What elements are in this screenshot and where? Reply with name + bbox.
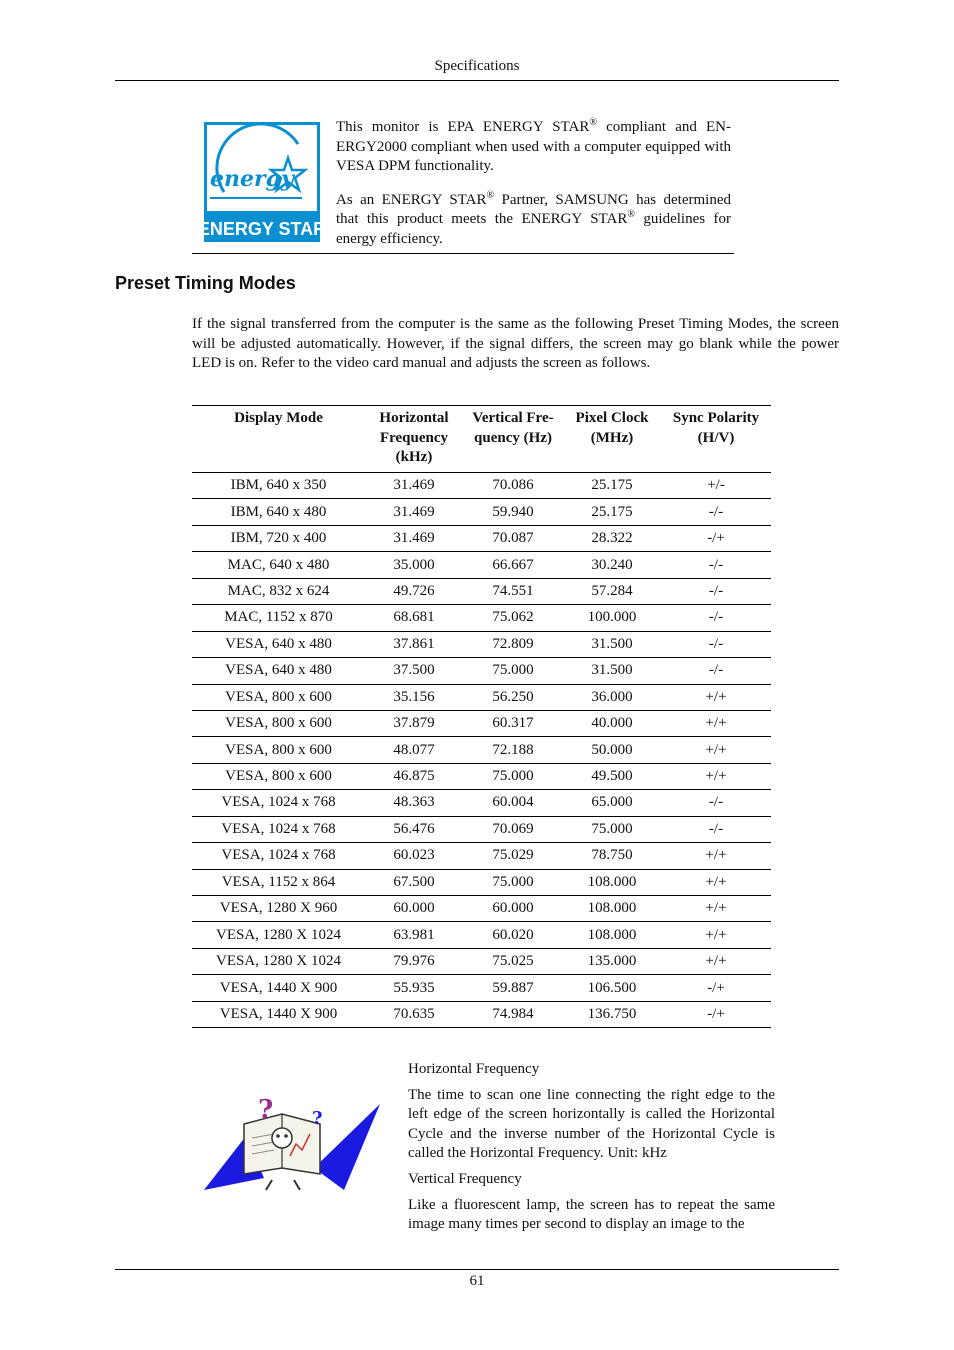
cell-vertical-frequency: 70.069 <box>492 820 534 837</box>
cell-horizontal-frequency: 48.077 <box>393 741 435 758</box>
cell-horizontal-frequency: 31.469 <box>393 530 435 547</box>
cell-pixel-clock: 49.500 <box>591 768 633 785</box>
cell-vertical-frequency: 60.000 <box>492 900 534 917</box>
cell-pixel-clock: 57.284 <box>591 582 633 599</box>
cell-vertical-frequency: 75.000 <box>492 873 534 890</box>
table-row <box>192 525 771 551</box>
cell-sync-polarity: +/+ <box>705 741 727 758</box>
cell-horizontal-frequency: 37.861 <box>393 635 435 652</box>
cell-horizontal-frequency: 67.500 <box>393 873 435 890</box>
cell-sync-polarity: +/+ <box>705 926 727 943</box>
cell-display-mode: VESA, 800 x 600 <box>225 715 332 732</box>
table-row <box>192 552 771 578</box>
cell-sync-polarity: +/+ <box>705 715 727 732</box>
cell-horizontal-frequency: 68.681 <box>393 609 435 626</box>
cell-horizontal-frequency: 31.469 <box>393 477 435 494</box>
cell-display-mode: IBM, 640 x 480 <box>230 503 327 520</box>
cell-display-mode: VESA, 1024 x 768 <box>221 794 336 811</box>
cell-sync-polarity: +/+ <box>705 688 727 705</box>
header-sync-polarity: Sync Polarity (H/V) <box>672 410 760 446</box>
table-row <box>192 605 771 631</box>
cell-sync-polarity: +/+ <box>705 953 727 970</box>
cell-pixel-clock: 31.500 <box>591 662 633 679</box>
cell-display-mode: VESA, 1280 X 1024 <box>215 953 341 970</box>
reading-manual-illustration <box>204 1098 380 1192</box>
cell-horizontal-frequency: 46.875 <box>393 768 435 785</box>
cell-pixel-clock: 108.000 <box>587 900 637 917</box>
cell-pixel-clock: 40.000 <box>591 715 633 732</box>
cell-sync-polarity: -/- <box>708 609 724 626</box>
table-row <box>192 710 771 736</box>
page-number: 61 <box>469 1273 485 1289</box>
table-row <box>192 948 771 974</box>
table-header-row <box>192 406 771 473</box>
cell-sync-polarity: -/- <box>708 503 724 520</box>
cell-vertical-frequency: 60.020 <box>492 926 534 943</box>
cell-sync-polarity: -/+ <box>707 979 725 996</box>
cell-vertical-frequency: 75.025 <box>492 953 534 970</box>
table-row <box>192 684 771 710</box>
frequency-definitions <box>408 1060 775 1242</box>
cell-vertical-frequency: 72.188 <box>492 741 534 758</box>
cell-sync-polarity: -/+ <box>707 530 725 547</box>
vertical-frequency-term: Vertical Frequency <box>408 1171 522 1188</box>
cell-pixel-clock: 65.000 <box>591 794 633 811</box>
cell-horizontal-frequency: 35.156 <box>393 688 435 705</box>
table-body <box>192 473 771 1028</box>
cell-pixel-clock: 30.240 <box>591 556 633 573</box>
cell-sync-polarity: +/+ <box>705 768 727 785</box>
cell-vertical-frequency: 75.029 <box>492 847 534 864</box>
cell-display-mode: VESA, 1280 X 960 <box>219 900 338 917</box>
cell-sync-polarity: -/- <box>708 582 724 599</box>
cell-sync-polarity: -/+ <box>707 1005 725 1022</box>
cell-pixel-clock: 28.322 <box>591 530 633 547</box>
cell-sync-polarity: -/- <box>708 556 724 573</box>
cell-vertical-frequency: 75.062 <box>492 609 534 626</box>
cell-pixel-clock: 106.500 <box>587 979 637 996</box>
svg-text:energy: energy <box>210 166 294 192</box>
cell-display-mode: IBM, 640 x 350 <box>230 477 327 494</box>
cell-pixel-clock: 135.000 <box>587 953 637 970</box>
table-row <box>192 922 771 948</box>
table-row <box>192 790 771 816</box>
intro-paragraph: If the signal transferred from the computer is the same as the following Preset Timing Modes, the screen will be adjusted automatically. However, if the signal differs, the screen may go blank while the power LED is on. Refer to the video card manual and adjusts the screen as follows. <box>192 316 839 371</box>
header-rule <box>115 80 839 81</box>
cell-vertical-frequency: 60.004 <box>492 794 534 811</box>
cell-vertical-frequency: 75.000 <box>492 768 534 785</box>
cell-sync-polarity: -/- <box>708 794 724 811</box>
horizontal-frequency-term: Horizontal Frequency <box>408 1061 540 1077</box>
svg-text:ENERGY STAR: ENERGY STAR <box>204 219 320 239</box>
cell-sync-polarity: -/- <box>708 635 724 652</box>
cell-vertical-frequency: 70.086 <box>492 477 534 494</box>
table-row <box>192 473 771 499</box>
preset-timing-table <box>192 405 771 1028</box>
cell-horizontal-frequency: 60.000 <box>393 900 435 917</box>
cell-vertical-frequency: 74.984 <box>492 1005 534 1022</box>
header-horizontal-frequency: Horizontal Frequency (kHz) <box>379 410 449 465</box>
svg-text:?: ? <box>312 1108 323 1129</box>
energy-statement-paragraph-2: As an ENERGY STAR® Partner, SAMSUNG has determined that this product meets the ENERGY STAR® guidelines for energy efficiency. <box>336 189 731 247</box>
cell-horizontal-frequency: 35.000 <box>393 556 435 573</box>
svg-text:?: ? <box>258 1098 274 1125</box>
table-row <box>192 896 771 922</box>
table-row <box>192 658 771 684</box>
cell-sync-polarity: -/- <box>708 820 724 837</box>
table-row <box>192 843 771 869</box>
cell-display-mode: VESA, 1440 X 900 <box>219 979 338 996</box>
horizontal-frequency-text: The time to scan one line connecting the right edge to the left edge of the screen horizontally is called the Horizontal Cycle and the inverse number of the Horizontal Cycle is called the Horizontal Frequency. Unit: kHz <box>408 1087 775 1161</box>
cell-pixel-clock: 75.000 <box>591 820 633 837</box>
cell-display-mode: VESA, 1024 x 768 <box>221 847 336 864</box>
table-row <box>192 816 771 842</box>
table-row <box>192 631 771 657</box>
cell-horizontal-frequency: 37.500 <box>393 662 435 679</box>
energy-statement-paragraph-1: This monitor is EPA ENERGY STAR® compliant and EN-ERGY2000 compliant when used with a computer equipped with VESA DPM functionality. <box>336 117 731 174</box>
cell-horizontal-frequency: 48.363 <box>393 794 435 811</box>
cell-pixel-clock: 78.750 <box>591 847 633 864</box>
cell-sync-polarity: +/+ <box>705 873 727 890</box>
cell-pixel-clock: 108.000 <box>587 873 637 890</box>
energy-star-logo <box>204 122 320 242</box>
cell-horizontal-frequency: 56.476 <box>393 820 435 837</box>
cell-sync-polarity: -/- <box>708 662 724 679</box>
page-header-title: Specifications <box>434 58 520 74</box>
cell-display-mode: MAC, 1152 x 870 <box>224 609 333 626</box>
cell-horizontal-frequency: 55.935 <box>393 979 435 996</box>
table-row <box>192 1001 771 1027</box>
cell-pixel-clock: 136.750 <box>587 1005 637 1022</box>
cell-display-mode: VESA, 1024 x 768 <box>221 820 336 837</box>
section-heading: Preset Timing Modes <box>115 273 296 293</box>
cell-horizontal-frequency: 37.879 <box>393 715 435 732</box>
cell-display-mode: IBM, 720 x 400 <box>230 530 327 547</box>
cell-sync-polarity: +/+ <box>705 900 727 917</box>
cell-pixel-clock: 31.500 <box>591 635 633 652</box>
header-display-mode: Display Mode <box>234 410 323 426</box>
table-row <box>192 763 771 789</box>
cell-display-mode: VESA, 640 x 480 <box>225 662 332 679</box>
cell-vertical-frequency: 72.809 <box>492 635 534 652</box>
cell-display-mode: VESA, 640 x 480 <box>225 635 332 652</box>
table-row <box>192 737 771 763</box>
cell-pixel-clock: 25.175 <box>591 477 633 494</box>
cell-pixel-clock: 100.000 <box>587 609 637 626</box>
cell-horizontal-frequency: 60.023 <box>393 847 435 864</box>
cell-display-mode: MAC, 832 x 624 <box>227 582 330 599</box>
cell-horizontal-frequency: 70.635 <box>393 1005 435 1022</box>
vertical-frequency-text: Like a fluorescent lamp, the screen has to repeat the same image many times per second to display an image to the <box>408 1197 775 1233</box>
cell-horizontal-frequency: 31.469 <box>393 503 435 520</box>
cell-pixel-clock: 50.000 <box>591 741 633 758</box>
cell-vertical-frequency: 74.551 <box>492 582 534 599</box>
energy-star-statement <box>336 118 731 263</box>
cell-pixel-clock: 25.175 <box>591 503 633 520</box>
cell-vertical-frequency: 59.940 <box>492 503 534 520</box>
cell-sync-polarity: +/+ <box>705 847 727 864</box>
header-vertical-frequency: Vertical Fre-quency (Hz) <box>472 410 554 446</box>
table-row <box>192 499 771 525</box>
cell-vertical-frequency: 70.087 <box>492 530 534 547</box>
cell-horizontal-frequency: 79.976 <box>393 953 435 970</box>
energy-section-rule <box>192 253 734 254</box>
table-row <box>192 869 771 895</box>
header-pixel-clock: Pixel Clock (MHz) <box>575 410 649 446</box>
cell-vertical-frequency: 60.317 <box>492 715 534 732</box>
cell-sync-polarity: +/- <box>707 477 725 494</box>
cell-pixel-clock: 36.000 <box>591 688 633 705</box>
cell-display-mode: VESA, 1152 x 864 <box>221 873 336 890</box>
cell-vertical-frequency: 56.250 <box>492 688 534 705</box>
cell-display-mode: VESA, 1280 X 1024 <box>215 926 341 943</box>
cell-vertical-frequency: 75.000 <box>492 662 534 679</box>
cell-display-mode: VESA, 1440 X 900 <box>219 1005 338 1022</box>
cell-horizontal-frequency: 49.726 <box>393 582 435 599</box>
cell-display-mode: VESA, 800 x 600 <box>225 688 332 705</box>
cell-vertical-frequency: 59.887 <box>492 979 534 996</box>
cell-display-mode: MAC, 640 x 480 <box>227 556 330 573</box>
cell-pixel-clock: 108.000 <box>587 926 637 943</box>
cell-vertical-frequency: 66.667 <box>492 556 534 573</box>
cell-display-mode: VESA, 800 x 600 <box>225 768 332 785</box>
cell-horizontal-frequency: 63.981 <box>393 926 435 943</box>
footer-rule <box>115 1269 839 1270</box>
table-row <box>192 578 771 604</box>
cell-display-mode: VESA, 800 x 600 <box>225 741 332 758</box>
table-row <box>192 975 771 1001</box>
